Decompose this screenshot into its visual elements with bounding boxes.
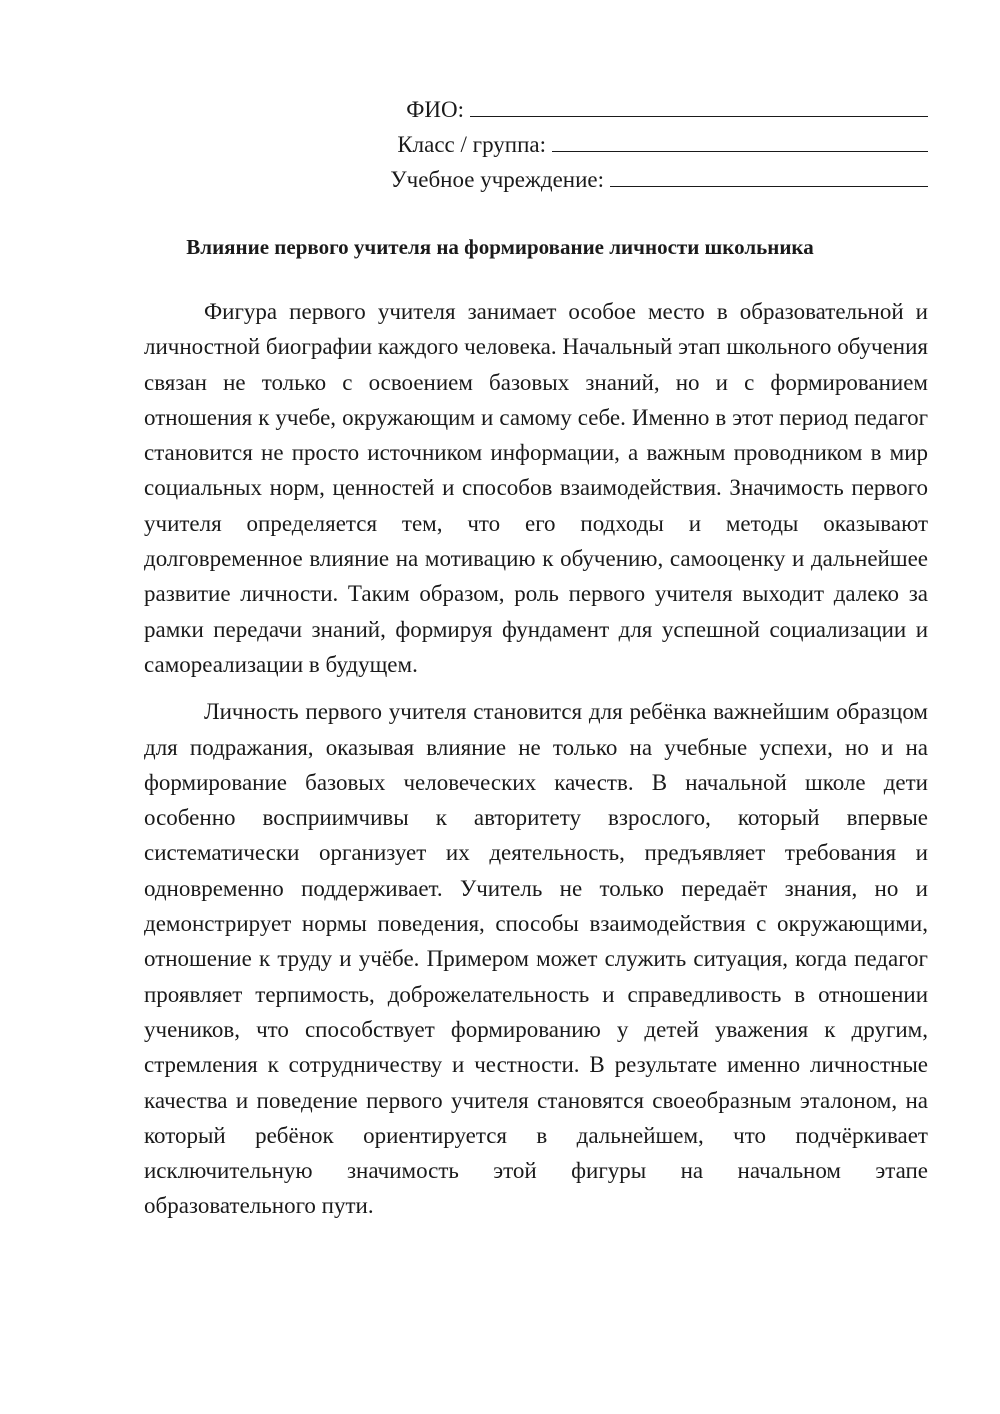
essay-title: Влияние первого учителя на формирование личности школьника	[186, 235, 814, 259]
fio-field	[328, 92, 928, 127]
school-label: Учебное учреждение:	[390, 167, 604, 192]
paragraph: Личность первого учителя становится для ребёнка важнейшим образцом для подражания, оказывая влияние не только на учебные успехи, но и на формирование базовых человеческих качеств. В начальной школе дети особенно восприимчивы к авторитету взрослого, который впервые систематически организует их деятельность, предъявляет требования и одновременно поддерживает. Учитель не только передаёт знания, но и демонстрирует нормы поведения, способы взаимодействия с окружающими, отношение к труду и учёбе. Примером может служить ситуация, когда педагог проявляет терпимость, доброжелательность и справедливость в отношении учеников, что способствует формированию у детей уважения к другим, стремления к сотрудничеству и честности. В результате именно личностные качества и поведение первого учителя становятся своеобразным эталоном, на который ребёнок ориентируется в дальнейшем, что подчёркивает исключительную значимость этой фигуры на начальном этапе образовательного пути.	[144, 699, 928, 1219]
essay-body	[144, 294, 928, 1224]
student-info-fields	[328, 92, 928, 197]
paragraph: Фигура первого учителя занимает особое место в образовательной и личностной биографии каждого человека. Начальный этап школьного обучения связан не только с освоением базовых знаний, но и с формированием отношения к учебе, окружающим и самому себе. Именно в этот период педагог становится не просто источником информации, а важным проводником в мир социальных норм, ценностей и способов взаимодействия. Значимость первого учителя определяется тем, что его подходы и методы оказывают долговременное влияние на мотивацию к обучению, самооценку и дальнейшее развитие личности. Таким образом, роль первого учителя выходит далеко за рамки передачи знаний, формируя фундамент для успешной социализации и самореализации в будущем.	[144, 299, 928, 677]
fio-blank-line[interactable]	[470, 92, 928, 117]
school-blank-line[interactable]	[610, 162, 928, 187]
fio-label: ФИО:	[406, 97, 464, 122]
class-field	[328, 127, 928, 162]
class-label: Класс / группа:	[397, 132, 546, 157]
school-field	[328, 162, 928, 197]
class-blank-line[interactable]	[552, 127, 928, 152]
